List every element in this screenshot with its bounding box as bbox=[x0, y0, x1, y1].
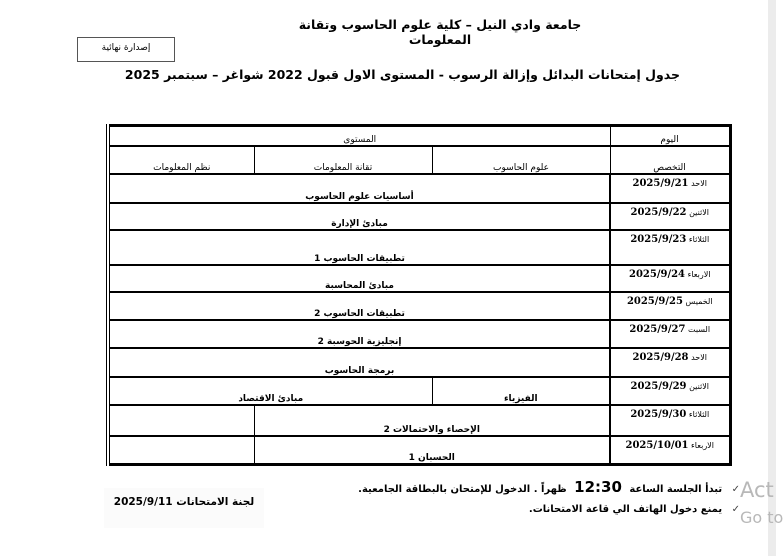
day-name: الاثنين bbox=[689, 208, 709, 218]
day-date-cell bbox=[610, 405, 730, 436]
subject-cell-all-departments: مبادئ الإدارة bbox=[108, 203, 610, 230]
final-version-label: إصدارة نهائية bbox=[77, 37, 175, 62]
table-header-row-level bbox=[108, 126, 730, 146]
exam-date: 2025/9/25 bbox=[626, 295, 683, 307]
subject-cell-all-departments: أساسيات علوم الحاسوب bbox=[108, 174, 610, 203]
exam-notes bbox=[358, 478, 740, 523]
subject-cell-all-departments: برمجة الحاسوب bbox=[108, 348, 610, 376]
exam-date: 2025/9/21 bbox=[632, 177, 689, 189]
university-title: جامعة وادي النيل – كلية علوم الحاسوب وتقانة المعلومات bbox=[298, 17, 582, 47]
subject-cell-cs-it: الحسبان 1 bbox=[254, 436, 610, 464]
day-name: الاربعاء bbox=[691, 441, 714, 451]
note-1-after: ظهراً . الدخول للإمتحان بالبطاقة الجامعية. bbox=[358, 484, 567, 495]
session-time: 12:30 bbox=[574, 478, 622, 496]
activate-windows-hint: Go to bbox=[740, 508, 783, 527]
exam-date: 2025/9/24 bbox=[629, 268, 686, 280]
schedule-row bbox=[108, 265, 730, 292]
desktop-edge bbox=[768, 0, 776, 556]
day-date-cell bbox=[610, 320, 730, 348]
subject-cell-cs-it: الإحصاء والاحتمالات 2 bbox=[254, 405, 610, 436]
dept-header-cs: علوم الحاسوب bbox=[432, 146, 610, 174]
subject-cell-is bbox=[108, 405, 254, 436]
schedule-row bbox=[108, 320, 730, 348]
exam-date: 2025/9/27 bbox=[629, 324, 686, 336]
schedule-title: جدول إمتحانات البدائل وإزالة الرسوب - المستوى الاول قبول 2022 شواغر – سبتمبر 2025 bbox=[124, 67, 680, 82]
day-date-cell bbox=[610, 348, 730, 376]
subject-cell-cs: الفيزياء bbox=[432, 377, 610, 405]
day-name: الاحد bbox=[691, 353, 707, 363]
exam-date: 2025/9/29 bbox=[630, 380, 687, 392]
note-session-time bbox=[358, 478, 740, 496]
exam-date: 2025/10/01 bbox=[625, 440, 689, 452]
day-date-cell bbox=[610, 203, 730, 230]
subject-cell-is bbox=[108, 436, 254, 464]
specialization-header: التخصص bbox=[610, 146, 730, 174]
exam-date: 2025/9/28 bbox=[632, 352, 689, 364]
day-date-cell bbox=[610, 230, 730, 264]
level-header: المستوى bbox=[108, 126, 610, 146]
schedule-row bbox=[108, 436, 730, 464]
day-date-cell bbox=[610, 265, 730, 292]
exam-date: 2025/9/22 bbox=[630, 207, 687, 219]
exam-date: 2025/9/30 bbox=[630, 408, 687, 420]
dept-header-is: نظم المعلومات bbox=[108, 146, 254, 174]
schedule-row bbox=[108, 174, 730, 203]
day-date-cell bbox=[610, 436, 730, 464]
day-date-cell bbox=[610, 292, 730, 320]
subject-cell-it-is: مبادئ الاقتصاد bbox=[108, 377, 432, 405]
subject-cell-all-departments: تطبيقات الحاسوب 1 bbox=[108, 230, 610, 264]
day-date-cell bbox=[610, 377, 730, 405]
table-header-row-departments bbox=[108, 146, 730, 174]
activate-windows-watermark: Act bbox=[740, 478, 774, 502]
schedule-row bbox=[108, 377, 730, 405]
dept-header-it: تقانة المعلومات bbox=[254, 146, 432, 174]
note-no-phones bbox=[400, 504, 740, 515]
day-name: الاثنين bbox=[689, 381, 709, 391]
day-date-cell bbox=[610, 174, 730, 203]
note-2-text: يمنع دخول الهاتف الي قاعة الامتحانات. bbox=[528, 504, 723, 515]
day-name: السبت bbox=[687, 325, 711, 335]
schedule-row bbox=[108, 405, 730, 436]
day-name: الثلاثاء bbox=[688, 409, 710, 419]
exam-committee-signature: لجنة الامتحانات 2025/9/11 bbox=[104, 488, 264, 528]
exam-date: 2025/9/23 bbox=[630, 234, 687, 246]
day-header: اليوم bbox=[610, 126, 730, 146]
schedule-row bbox=[108, 230, 730, 264]
check-icon: ✓ bbox=[731, 504, 740, 515]
day-name: الاربعاء bbox=[687, 269, 711, 279]
note-1-before: تبدأ الجلسة الساعة bbox=[629, 484, 723, 495]
day-name: الاحد bbox=[691, 178, 707, 188]
check-icon: ✓ bbox=[731, 484, 740, 495]
schedule-row bbox=[108, 348, 730, 376]
day-name: الخميس bbox=[685, 296, 713, 306]
subject-cell-all-departments: مبادئ المحاسبة bbox=[108, 265, 610, 292]
schedule-row bbox=[108, 292, 730, 320]
subject-cell-all-departments: إنجليزية الحوسبة 2 bbox=[108, 320, 610, 348]
subject-cell-all-departments: تطبيقات الحاسوب 2 bbox=[108, 292, 610, 320]
day-name: الثلاثاء bbox=[688, 235, 710, 245]
schedule-row bbox=[108, 203, 730, 230]
exam-schedule-table bbox=[106, 124, 732, 466]
